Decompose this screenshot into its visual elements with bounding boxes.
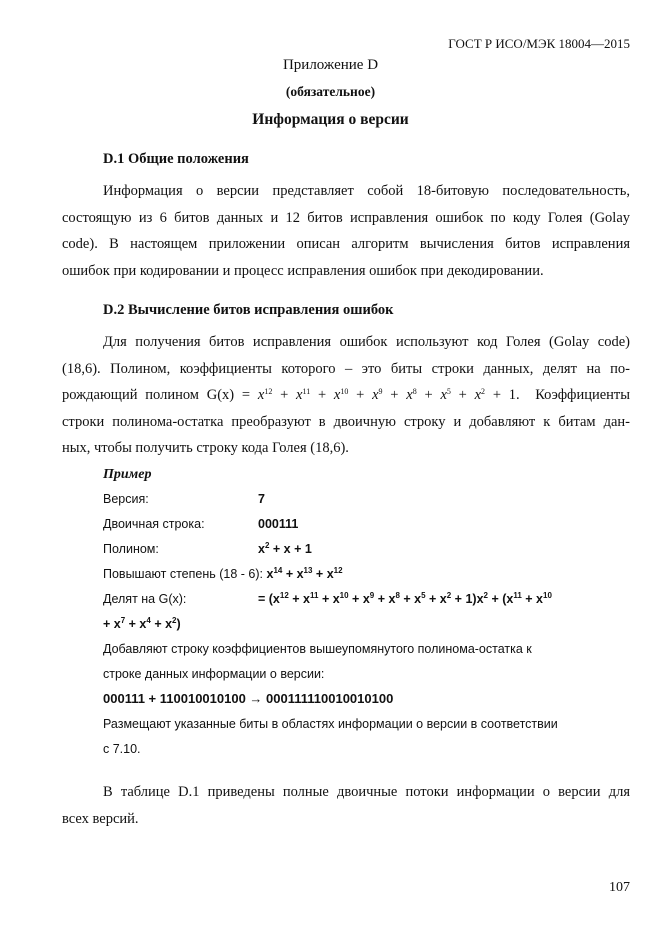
- paragraph-line: Для получения битов исправления ошибок используют код Голея (Golay code): [103, 334, 630, 350]
- paragraph-line: состоящую из 6 битов данных и 12 битов исправления ошибок по коду Голея (Golay: [62, 209, 630, 226]
- section-d2-heading: D.2 Вычисление битов исправления ошибок: [103, 302, 394, 318]
- paragraph-line: В таблице D.1 приведены полные двоичные потоки информации о версии для: [103, 784, 630, 800]
- generator-polynomial: $x^{12} + x^{11} + x^{10} + x^9 + x^8 + x^5 + x^2 + 1$.: [257, 387, 520, 403]
- result-bitstring: 000111 + 110010010100 → 000111110010010100: [103, 691, 394, 706]
- paragraph-line: ных, чтобы получить строку кода Голея (18,6).: [62, 440, 349, 456]
- paragraph-line: всех версий.: [62, 810, 139, 827]
- append-instruction-line1: Добавляют строку коэффициентов вышеупомянутого полинома-остатка к: [103, 642, 532, 656]
- polynomial-label: Полином:: [103, 542, 159, 556]
- raised-polynomial: $x^{14} + x^{13} + x^{12}$: [266, 566, 343, 581]
- section-d2-paragraph: [62, 329, 630, 462]
- placement-instruction-line2: с 7.10.: [103, 742, 141, 756]
- appendix-title: Приложение D: [282, 57, 379, 73]
- raise-degree-line: Повышают степень (18 - 6): $x^{14} + x^{13} + x^{12}$: [103, 566, 343, 581]
- polynomial-value: $x^2 + x + 1$: [258, 541, 312, 556]
- version-label: Версия:: [103, 492, 149, 506]
- document-id-header: ГОСТ Р ИСО/МЭК 18004—2015: [448, 36, 630, 51]
- section-d1-paragraph: [62, 178, 630, 284]
- divide-label: Делят на G(x):: [103, 592, 187, 606]
- appendix-name: Информация о версии: [252, 111, 409, 128]
- paragraph-line: строки полинома-остатка преобразуют в двоичную строку и добавляют к битам дан-: [62, 413, 630, 430]
- page-number: 107: [609, 880, 630, 895]
- binary-string-value: 000111: [258, 517, 299, 531]
- version-value: 7: [258, 492, 265, 506]
- example-title: Пример: [103, 467, 152, 482]
- division-result-line2: + $x^7 + x^4 + x^2$): [103, 616, 181, 631]
- appendix-status: (обязательное): [285, 84, 376, 99]
- paragraph-line-with-formula: рождающий полином $G(x) = x^{12} + x^{11} + x^{10} + x^9 + x^8 + x^5 + x^2 + 1$. Коэффициенты: [62, 387, 630, 403]
- closing-paragraph: [62, 779, 630, 832]
- binary-string-label: Двоичная строка:: [103, 517, 205, 531]
- section-d1-heading: D.1 Общие положения: [103, 151, 249, 167]
- placement-instruction-line1: Размещают указанные биты в областях информации о версии в соответствии: [103, 717, 558, 731]
- append-instruction-line2: строке данных информации о версии:: [103, 667, 325, 681]
- division-result-line1: = $(x^{12} + x^{11} + x^{10} + x^9 + x^8 + x^5 + x^2 + 1)x^2 + (x^{11} + x^{10}$: [258, 591, 552, 606]
- paragraph-line: ошибок при кодировании и процесс исправления ошибок при декодировании.: [62, 262, 544, 279]
- paragraph-line: Информация о версии представляет собой 18-битовую последовательность,: [103, 183, 630, 199]
- paragraph-line: (18,6). Полином, коэффициенты которого – это биты строки данных, делят на по-: [62, 360, 630, 377]
- paragraph-line: code). В настоящем приложении описан алгоритм вычисления битов исправления: [62, 236, 630, 252]
